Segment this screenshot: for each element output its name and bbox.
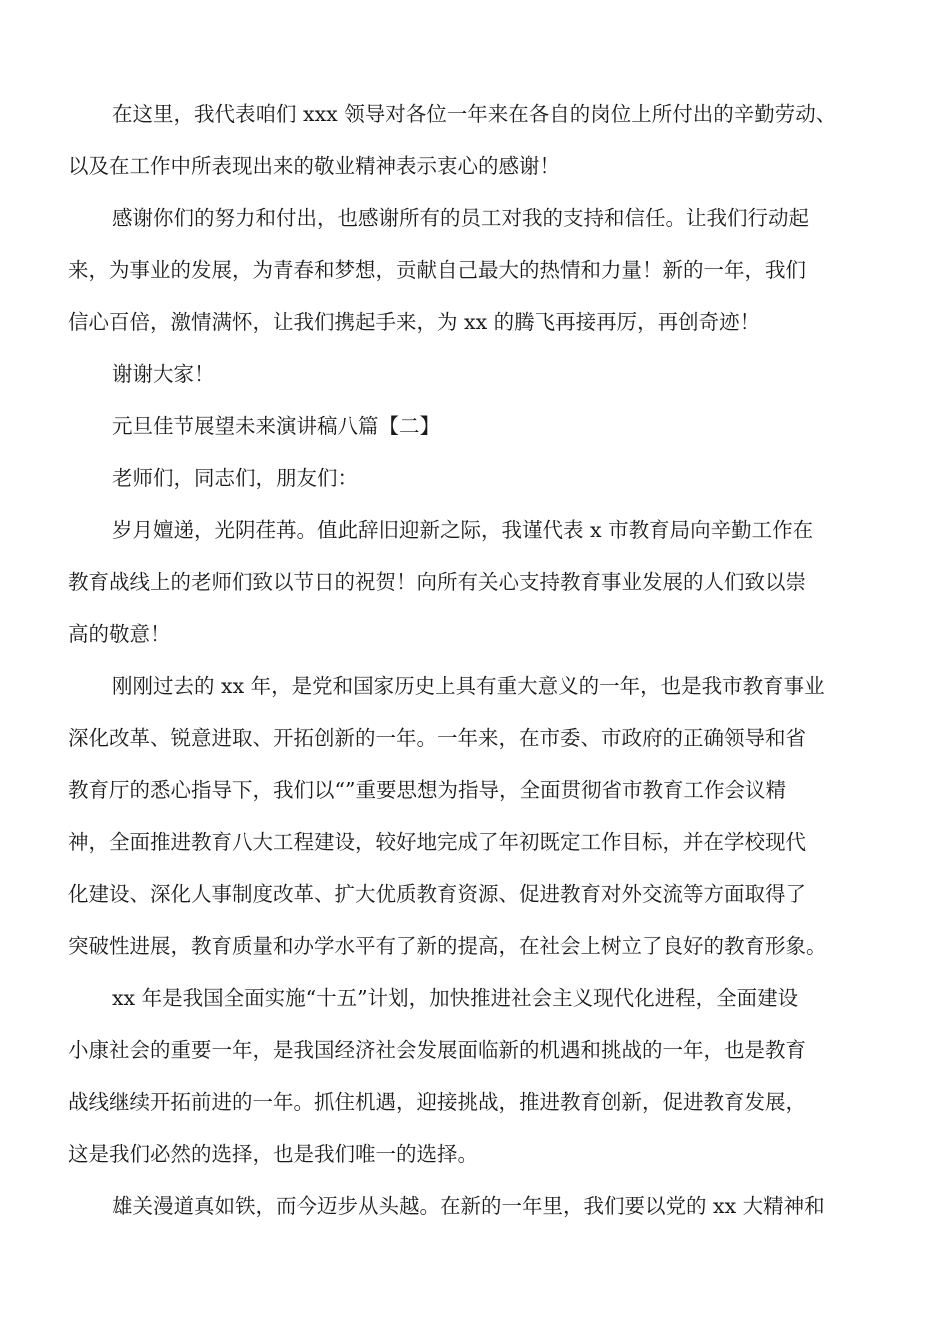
text-line: 来，为事业的发展，为青春和梦想，贡献自己最大的热情和力量！新的一年，我们	[68, 258, 806, 282]
text-line: 战线继续开拓前进的一年。抓住机遇，迎接挑战，推进教育创新，促进教育发展，	[68, 1090, 806, 1114]
text-line: 深化改革、锐意进取、开拓创新的一年。一年来，在市委、市政府的正确领导和省	[68, 726, 806, 750]
text-line: 化建设、深化人事制度改革、扩大优质教育资源、促进教育对外交流等方面取得了	[68, 882, 806, 906]
text-line: 教育厅的悉心指导下，我们以“”重要思想为指导，全面贯彻省市教育工作会议精	[68, 778, 786, 802]
paragraph-new-year-wishes	[68, 504, 898, 660]
text-line: 在这里，我代表咱们 xxx 领导对各位一年来在各自的岗位上所付出的辛勤劳动、	[112, 102, 837, 126]
text-line: 谢谢大家！	[112, 362, 215, 386]
text-line: 高的敬意！	[68, 622, 171, 646]
text-line: 雄关漫道真如铁，而今迈步从头越。在新的一年里，我们要以党的 xx 大精神和	[112, 1194, 825, 1218]
text-line: 以及在工作中所表现出来的敬业精神表示衷心的感谢！	[68, 154, 560, 178]
paragraph-thanks-leaders	[68, 88, 898, 192]
document-page	[68, 88, 898, 1232]
section-title	[68, 400, 898, 452]
text-line: 信心百倍，激情满怀，让我们携起手来，为 xx 的腾飞再接再厉，再创奇迹！	[68, 310, 761, 334]
paragraph-thanks-effort	[68, 192, 898, 348]
text-line: 这是我们必然的选择，也是我们唯一的选择。	[68, 1142, 478, 1166]
paragraph-new-start	[68, 1180, 898, 1232]
text-line: 感谢你们的努力和付出，也感谢所有的员工对我的支持和信任。让我们行动起	[112, 206, 809, 230]
text-line: 老师们，同志们，朋友们：	[112, 466, 358, 490]
paragraph-thank-you	[68, 348, 898, 400]
text-line: 刚刚过去的 xx 年，是党和国家历史上具有重大意义的一年，也是我市教育事业	[112, 674, 825, 698]
text-line: 小康社会的重要一年，是我国经济社会发展面临新的机遇和挑战的一年，也是教育	[68, 1038, 806, 1062]
text-line: 教育战线上的老师们致以节日的祝贺！向所有关心支持教育事业发展的人们致以崇	[68, 570, 806, 594]
paragraph-past-year	[68, 660, 898, 972]
text-line: 神，全面推进教育八大工程建设，较好地完成了年初既定工作目标，并在学校现代	[68, 830, 806, 854]
text-line: xx 年是我国全面实施“十五”计划，加快推进社会主义现代化进程，全面建设	[112, 986, 799, 1010]
paragraph-greeting	[68, 452, 898, 504]
text-line: 突破性进展，教育质量和办学水平有了新的提高，在社会上树立了良好的教育形象。	[68, 934, 827, 958]
text-line: 元旦佳节展望未来演讲稿八篇【二】	[112, 414, 440, 438]
text-line: 岁月嬗递，光阴荏苒。值此辞旧迎新之际，我谨代表 x 市教育局向辛勤工作在	[112, 518, 814, 542]
paragraph-key-year	[68, 972, 898, 1180]
